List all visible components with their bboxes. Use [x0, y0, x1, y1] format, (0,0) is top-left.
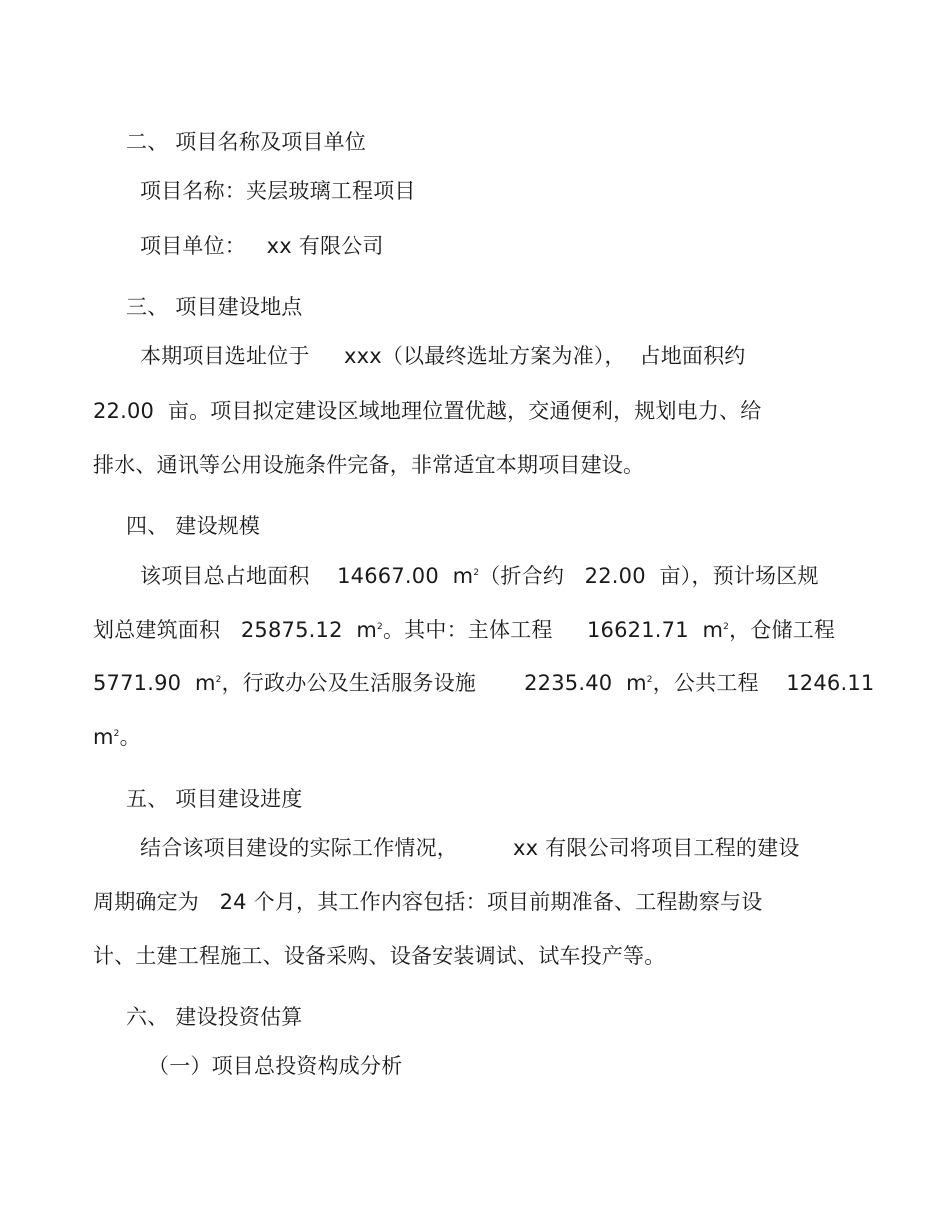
superscript-2: 2	[113, 729, 120, 739]
section-heading-schedule: 五、 项目建设进度	[126, 787, 303, 811]
schedule-paragraph-line-2: 周期确定为 24 个月，其工作内容包括：项目前期准备、工程勘察与设	[93, 890, 763, 914]
superscript-2: 2	[723, 622, 730, 632]
scale-text: 。其中：主体工程 16621.71 m	[382, 618, 724, 642]
location-paragraph-line-3: 排水、通讯等公用设施条件完备，非常适宜本期项目建设。	[93, 453, 645, 477]
superscript-2: 2	[377, 622, 383, 632]
subheading-investment-composition: （一）项目总投资构成分析	[148, 1054, 403, 1078]
project-unit-line: 项目单位： xx 有限公司	[140, 234, 384, 258]
scale-text: 5771.90 m	[93, 671, 216, 695]
section-heading-investment: 六、 建设投资估算	[126, 1005, 303, 1029]
scale-text: 该项目总占地面积 14667.00 m	[140, 564, 474, 588]
section-heading-project-name: 二、 项目名称及项目单位	[126, 130, 367, 154]
schedule-paragraph-line-3: 计、土建工程施工、设备采购、设备安装调试、试车投产等。	[93, 944, 666, 968]
schedule-paragraph-line-1: 结合该项目建设的实际工作情况， xx 有限公司将项目工程的建设	[140, 836, 800, 860]
scale-paragraph-line-1	[140, 562, 819, 590]
superscript-2: 2	[473, 568, 480, 578]
scale-text: ，公共工程 1246.11	[652, 671, 875, 695]
section-heading-scale: 四、 建设规模	[126, 514, 261, 538]
location-paragraph-line-2: 22.00 亩。项目拟定建设区域地理位置优越，交通便利，规划电力、给	[93, 399, 762, 423]
scale-text: ，行政办公及生活服务设施 2235.40 m	[221, 671, 647, 695]
project-name-line: 项目名称：夹层玻璃工程项目	[140, 179, 416, 203]
scale-paragraph-line-4	[93, 723, 141, 751]
scale-paragraph-line-3	[93, 669, 874, 697]
scale-text: ，仓储工程	[729, 618, 836, 642]
scale-text: 。	[119, 725, 141, 749]
scale-text: 划总建筑面积 25875.12 m	[93, 618, 378, 642]
location-paragraph-line-1: 本期项目选址位于 xxx（以最终选址方案为准）， 占地面积约	[140, 344, 746, 368]
scale-text: m	[93, 725, 114, 749]
superscript-2: 2	[215, 675, 222, 685]
section-heading-location: 三、 项目建设地点	[126, 295, 303, 319]
scale-paragraph-line-2	[93, 616, 835, 644]
scale-text: （折合约 22.00 亩），预计场区规	[479, 564, 819, 588]
superscript-2: 2	[646, 675, 653, 685]
